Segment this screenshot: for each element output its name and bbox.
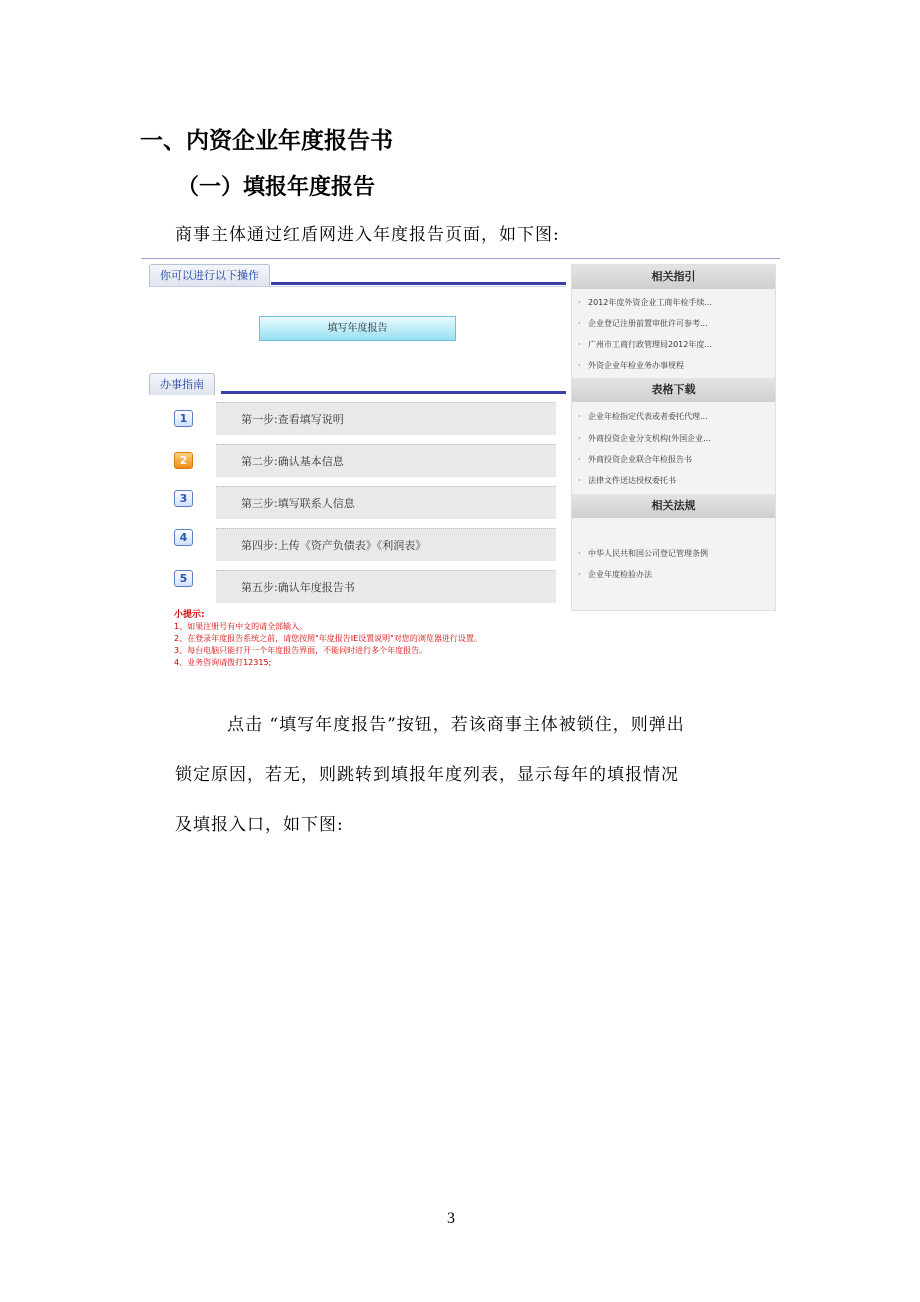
guide-link[interactable]: · 广州市工商行政管理局2012年度... bbox=[578, 340, 712, 349]
form-link[interactable]: · 法律文件送达授权委托书 bbox=[578, 476, 676, 485]
sidebar bbox=[571, 264, 776, 611]
step-1-icon: 1 bbox=[174, 410, 193, 427]
form-link[interactable]: · 企业年检指定代表或者委托代理... bbox=[578, 412, 708, 421]
fill-annual-report-button[interactable]: 填写年度报告 bbox=[259, 316, 456, 341]
law-link[interactable]: · 中华人民共和国公司登记管理条例 bbox=[578, 549, 708, 558]
tab-underline bbox=[221, 391, 566, 394]
guide-link[interactable]: · 外资企业年检业务办事规程 bbox=[578, 361, 684, 370]
paragraph-line: 及填报入口，如下图: bbox=[175, 815, 344, 835]
intro-text: 商事主体通过红盾网进入年度报告页面，如下图: bbox=[175, 225, 560, 245]
step-4[interactable]: 第四步:上传《资产负债表》《利润表》 bbox=[216, 528, 556, 561]
related-laws-header: 相关法规 bbox=[572, 494, 775, 518]
tip-line: 4、业务咨询请拨打12315; bbox=[174, 658, 272, 667]
subsection-heading: （一）填报年度报告 bbox=[177, 175, 376, 200]
paragraph-line: 锁定原因，若无，则跳转到填报年度列表，显示每年的填报情况 bbox=[175, 765, 679, 785]
related-guide-header: 相关指引 bbox=[572, 265, 775, 289]
step-5-icon: 5 bbox=[174, 570, 193, 587]
step-5[interactable]: 第五步:确认年度报告书 bbox=[216, 570, 556, 603]
tips bbox=[174, 609, 482, 669]
tab-operations[interactable]: 你可以进行以下操作 bbox=[149, 264, 270, 286]
form-link[interactable]: · 外商投资企业联合年检报告书 bbox=[578, 455, 692, 464]
step-1[interactable]: 第一步:查看填写说明 bbox=[216, 402, 556, 435]
step-3-icon: 3 bbox=[174, 490, 193, 507]
form-link[interactable]: · 外商投资企业分支机构(外国企业... bbox=[578, 434, 711, 443]
law-link[interactable]: · 企业年度检验办法 bbox=[578, 570, 652, 579]
guide-link[interactable]: · 2012年度外资企业工商年检手续... bbox=[578, 298, 712, 307]
tab-underline bbox=[271, 282, 566, 285]
tab-guide[interactable]: 办事指南 bbox=[149, 373, 215, 395]
divider bbox=[149, 286, 566, 287]
paragraph-line: 点击 “填写年度报告”按钮，若该商事主体被锁住，则弹出 bbox=[227, 715, 685, 735]
tip-line: 3、每台电脑只能打开一个年度报告界面，不能同时进行多个年度报告。 bbox=[174, 646, 428, 655]
step-3[interactable]: 第三步:填写联系人信息 bbox=[216, 486, 556, 519]
section-heading: 一、内资企业年度报告书 bbox=[140, 128, 393, 154]
annual-report-screenshot bbox=[141, 258, 780, 687]
tips-title: 小提示: bbox=[174, 610, 205, 620]
step-4-icon: 4 bbox=[174, 529, 193, 546]
tip-line: 1、如果注册号有中文的请全部输入。 bbox=[174, 622, 308, 631]
body-paragraph bbox=[175, 700, 785, 850]
step-2[interactable]: 第二步:确认基本信息 bbox=[216, 444, 556, 477]
guide-link[interactable]: · 企业登记注册前置审批许可参考... bbox=[578, 319, 708, 328]
forms-download-header: 表格下载 bbox=[572, 378, 775, 402]
page-number: 3 bbox=[447, 1210, 455, 1227]
step-2-icon: 2 bbox=[174, 452, 193, 469]
tip-line: 2、在登录年度报告系统之前，请您按照"年度报告IE设置说明"对您的浏览器进行设置。 bbox=[174, 634, 482, 643]
